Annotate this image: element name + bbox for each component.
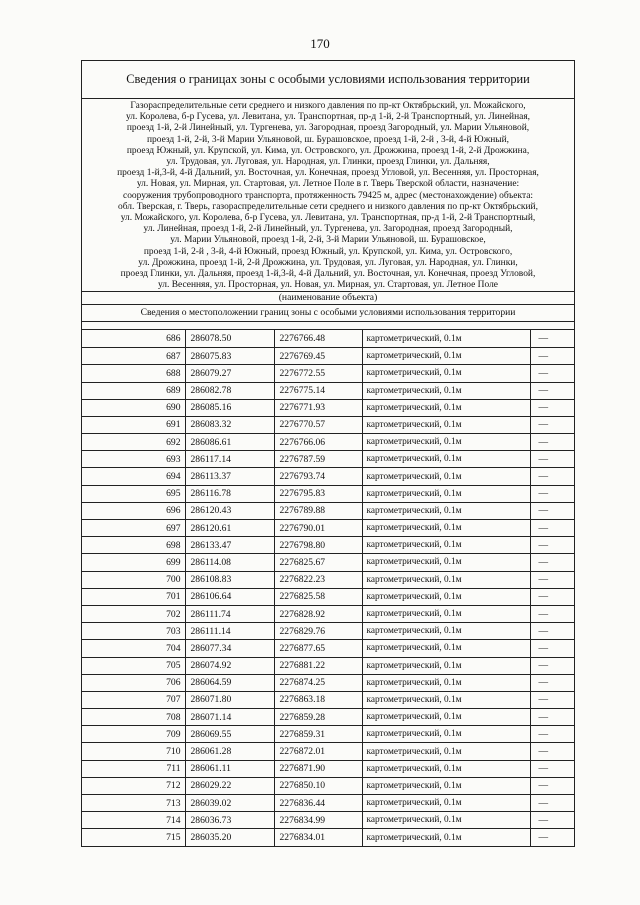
boundary-info-form [81,60,575,847]
y-coordinate-cell: 2276863.18 [274,691,362,708]
note-cell: — [530,657,574,674]
x-coordinate-cell: 286071.14 [185,709,274,726]
x-coordinate-cell: 286106.64 [185,588,274,605]
object-description-line: ул. Дрожжина, проезд 1-й, 2-й Дрожжина, ул. Трудовая, ул. Луговая, ул. Народная, ул. Глинки, [138,257,518,268]
method-cell: картометрический, 0.1м [362,502,530,519]
method-cell: картометрический, 0.1м [362,382,530,399]
note-cell: — [530,588,574,605]
y-coordinate-cell: 2276871.90 [274,760,362,777]
y-coordinate-cell: 2276769.45 [274,348,362,365]
note-cell: — [530,777,574,794]
table-row [82,554,574,571]
y-coordinate-cell: 2276834.01 [274,829,362,846]
table-header-spacer [82,322,574,330]
note-cell: — [530,571,574,588]
point-number-cell: 693 [82,451,185,468]
y-coordinate-cell: 2276834.99 [274,812,362,829]
y-coordinate-cell: 2276850.10 [274,777,362,794]
method-cell: картометрический, 0.1м [362,365,530,382]
x-coordinate-cell: 286071.80 [185,691,274,708]
y-coordinate-cell: 2276771.93 [274,399,362,416]
y-coordinate-cell: 2276881.22 [274,657,362,674]
method-cell: картометрический, 0.1м [362,829,530,846]
object-description [82,99,574,292]
x-coordinate-cell: 286083.32 [185,416,274,433]
table-row [82,588,574,605]
x-coordinate-cell: 286039.02 [185,795,274,812]
coordinates-table-body [82,330,574,846]
table-row [82,760,574,777]
point-number-cell: 690 [82,399,185,416]
object-description-line: ул. Марии Ульяновой, проезд 1-й, 2-й, 3-й Марии Ульяновой, ш. Бурашовское, [170,235,486,246]
point-number-cell: 714 [82,812,185,829]
point-number-cell: 706 [82,674,185,691]
note-cell: — [530,365,574,382]
table-row [82,605,574,622]
x-coordinate-cell: 286085.16 [185,399,274,416]
table-row [82,485,574,502]
x-coordinate-cell: 286036.73 [185,812,274,829]
x-coordinate-cell: 286111.74 [185,605,274,622]
x-coordinate-cell: 286064.59 [185,674,274,691]
table-row [82,537,574,554]
note-cell: — [530,674,574,691]
object-description-line: ул. Новая, ул. Мирная, ул. Стартовая, ул. Летное Поле в г. Тверь Тверской области, назначение: [136,179,520,190]
object-description-line: проезд 1-й, 2-й Линейный, ул. Тургенева, ул. Загородная, проезд Загородный, ул. Марии Ульяновой, [126,123,530,134]
point-number-cell: 698 [82,537,185,554]
x-coordinate-cell: 286061.28 [185,743,274,760]
point-number-cell: 712 [82,777,185,794]
method-cell: картометрический, 0.1м [362,434,530,451]
point-number-cell: 701 [82,588,185,605]
point-number-cell: 713 [82,795,185,812]
x-coordinate-cell: 286035.20 [185,829,274,846]
point-number-cell: 711 [82,760,185,777]
table-row [82,571,574,588]
table-row [82,330,574,347]
table-row [82,812,574,829]
y-coordinate-cell: 2276775.14 [274,382,362,399]
y-coordinate-cell: 2276766.06 [274,434,362,451]
note-cell: — [530,434,574,451]
method-cell: картометрический, 0.1м [362,743,530,760]
method-cell: картометрический, 0.1м [362,537,530,554]
point-number-cell: 702 [82,605,185,622]
y-coordinate-cell: 2276766.48 [274,330,362,347]
point-number-cell: 695 [82,485,185,502]
method-cell: картометрический, 0.1м [362,416,530,433]
note-cell: — [530,537,574,554]
note-cell: — [530,726,574,743]
object-description-line: Газораспределительные сети среднего и низкого давления по пр-кт Октябрьский, ул. Можайского, [130,101,526,111]
y-coordinate-cell: 2276793.74 [274,468,362,485]
note-cell: — [530,485,574,502]
point-number-cell: 697 [82,520,185,537]
note-cell: — [530,399,574,416]
y-coordinate-cell: 2276798.80 [274,537,362,554]
point-number-cell: 687 [82,348,185,365]
y-coordinate-cell: 2276877.65 [274,640,362,657]
point-number-cell: 689 [82,382,185,399]
y-coordinate-cell: 2276772.55 [274,365,362,382]
y-coordinate-cell: 2276789.88 [274,502,362,519]
table-row [82,520,574,537]
point-number-cell: 686 [82,330,185,347]
x-coordinate-cell: 286078.50 [185,330,274,347]
method-cell: картометрический, 0.1м [362,605,530,622]
method-cell: картометрический, 0.1м [362,726,530,743]
note-cell: — [530,554,574,571]
y-coordinate-cell: 2276825.67 [274,554,362,571]
note-cell: — [530,520,574,537]
note-cell: — [530,691,574,708]
table-row [82,657,574,674]
x-coordinate-cell: 286074.92 [185,657,274,674]
table-row [82,502,574,519]
page-number: 170 [310,36,330,51]
note-cell: — [530,468,574,485]
table-row [82,743,574,760]
method-cell: картометрический, 0.1м [362,485,530,502]
note-cell: — [530,348,574,365]
table-row [82,416,574,433]
x-coordinate-cell: 286077.34 [185,640,274,657]
method-cell: картометрический, 0.1м [362,640,530,657]
object-description-line: сооружения трубопроводного транспорта, протяженность 79425 м, адрес (местонахождение) объекта: [123,190,533,201]
note-cell: — [538,832,549,844]
y-coordinate-cell: 2276828.92 [274,605,362,622]
location-section-header: Сведения о местоположении границ зоны с особыми условиями использования территории [82,305,574,322]
table-row [82,709,574,726]
method-cell: картометрический, 0.1м [362,348,530,365]
table-row [82,777,574,794]
table-row [82,726,574,743]
y-coordinate-cell: 2276859.28 [274,709,362,726]
x-coordinate-cell: 286120.61 [185,520,274,537]
object-description-line: проезд 1-й, 2-й , 3-й, 4-й Южный, проезд Южный, ул. Крупской, ул. Кима, ул. Островского, [143,246,513,257]
object-description-line: проезд 1-й, 2-й, 3-й Марии Ульяновой, ш. Бурашовское, проезд 1-й, 2-й , 3-й, 4-й Южный, [146,134,510,145]
note-cell: — [530,416,574,433]
method-cell: картометрический, 0.1м [362,691,530,708]
note-cell: — [530,382,574,399]
point-number-cell: 688 [82,365,185,382]
point-number-cell: 708 [82,709,185,726]
note-cell: — [530,760,574,777]
object-description-line: ул. Можайского, ул. Королева, б-р Гусева, ул. Левитана, ул. Транспортная, пр-д 1-й, 2-й Транспортный, [120,213,536,224]
x-coordinate-cell: 286061.11 [185,760,274,777]
y-coordinate-cell: 2276874.25 [274,674,362,691]
form-title: Сведения о границах зоны с особыми условиями использования территории [82,61,574,99]
note-cell: — [530,743,574,760]
method-cell: картометрический, 0.1м [362,795,530,812]
x-coordinate-cell: 286117.14 [185,451,274,468]
method-cell: картометрический, 0.1м [362,760,530,777]
point-number-cell: 709 [82,726,185,743]
method-cell: картометрический, 0.1м [362,812,530,829]
table-row [82,640,574,657]
table-row [82,451,574,468]
note-cell: — [530,640,574,657]
point-number-cell: 691 [82,416,185,433]
table-row [82,674,574,691]
y-coordinate-cell: 2276795.83 [274,485,362,502]
table-row [82,399,574,416]
y-coordinate-cell: 2276872.01 [274,743,362,760]
object-description-line: проезд 1-й,3-й, 4-й Дальний, ул. Восточная, ул. Конечная, проезд Угловой, ул. Весенняя, ул. Просторная, [117,168,539,179]
y-coordinate-cell: 2276836.44 [274,795,362,812]
method-cell: картометрический, 0.1м [362,623,530,640]
x-coordinate-cell: 286111.14 [185,623,274,640]
y-coordinate-cell: 2276787.59 [274,451,362,468]
table-row [82,382,574,399]
table-row [82,795,574,812]
method-cell: картометрический, 0.1м [362,674,530,691]
point-number-cell: 710 [82,743,185,760]
x-coordinate-cell: 286069.55 [185,726,274,743]
table-row [82,365,574,382]
note-cell: — [530,795,574,812]
note-cell: — [530,605,574,622]
method-cell: картометрический, 0.1м [362,330,530,347]
method-cell: картометрический, 0.1м [362,657,530,674]
x-coordinate-cell: 286116.78 [185,485,274,502]
x-coordinate-cell: 286079.27 [185,365,274,382]
object-description-line: ул. Королева, б-р Гусева, ул. Левитана, ул. Транспортная, пр-д 1-й, 2-й Транспортный, ул. Линейная, [125,112,531,123]
note-cell: — [530,623,574,640]
object-description-line: обл. Тверская, г. Тверь, газораспределительные сети среднего и низкого давления по пр-кт Октябрьский, [118,201,538,212]
method-cell: картометрический, 0.1м [362,554,530,571]
y-coordinate-cell: 2276825.58 [274,588,362,605]
method-cell: картометрический, 0.1м [362,468,530,485]
y-coordinate-cell: 2276859.31 [274,726,362,743]
y-coordinate-cell: 2276822.23 [274,571,362,588]
x-coordinate-cell: 286082.78 [185,382,274,399]
coordinates-table [82,330,574,846]
y-coordinate-cell: 2276770.57 [274,416,362,433]
note-cell: — [530,330,574,347]
method-cell: картометрический, 0.1м [362,520,530,537]
table-row [82,691,574,708]
x-coordinate-cell: 286114.08 [185,554,274,571]
table-row [82,468,574,485]
note-cell: — [530,709,574,726]
point-number-cell: 703 [82,623,185,640]
point-number-cell: 700 [82,571,185,588]
x-coordinate-cell: 286075.83 [185,348,274,365]
note-cell: — [530,502,574,519]
object-description-line: ул. Линейная, проезд 1-й, 2-й Линейный, ул. Тургенева, ул. Загородная, проезд Загородный, [143,224,513,235]
x-coordinate-cell: 286108.83 [185,571,274,588]
point-number-cell: 692 [82,434,185,451]
table-row [82,623,574,640]
x-coordinate-cell: 286133.47 [185,537,274,554]
note-cell: — [530,451,574,468]
object-description-line: ул. Весенняя, ул. Просторная, ул. Новая, ул. Мирная, ул. Стартовая, ул. Летное Поле [158,280,498,291]
point-number-cell: 707 [82,691,185,708]
x-coordinate-cell: 286029.22 [185,777,274,794]
method-cell: картометрический, 0.1м [362,588,530,605]
point-number-cell: 704 [82,640,185,657]
point-number-cell: 705 [82,657,185,674]
point-number-cell: 696 [82,502,185,519]
point-number-cell: 715 [82,829,185,846]
object-description-line: проезд Южный, ул. Крупской, ул. Кима, ул. Островского, ул. Дрожжина, проезд 1-й, 2-й Дрожжина, [126,145,530,156]
method-cell: картометрический, 0.1м [362,399,530,416]
table-row [82,829,574,846]
x-coordinate-cell: 286086.61 [185,434,274,451]
point-number-cell: 694 [82,468,185,485]
method-cell: картометрический, 0.1м [362,709,530,726]
y-coordinate-cell: 2276790.01 [274,520,362,537]
object-caption: (наименование объекта) [82,292,574,305]
table-row [82,434,574,451]
object-description-line: проезд Глинки, ул. Дальняя, проезд 1-й,3-й, 4-й Дальний, ул. Восточная, ул. Конечная, проезд Угловой, [120,269,536,280]
object-description-line: ул. Трудовая, ул. Луговая, ул. Народная, ул. Глинки, проезд Глинки, ул. Дальняя, [166,157,490,168]
method-cell: картометрический, 0.1м [362,777,530,794]
method-cell: картометрический, 0.1м [362,571,530,588]
note-cell: — [530,812,574,829]
table-row [82,348,574,365]
y-coordinate-cell: 2276829.76 [274,623,362,640]
x-coordinate-cell: 286120.43 [185,502,274,519]
point-number-cell: 699 [82,554,185,571]
x-coordinate-cell: 286113.37 [185,468,274,485]
method-cell: картометрический, 0.1м [362,451,530,468]
